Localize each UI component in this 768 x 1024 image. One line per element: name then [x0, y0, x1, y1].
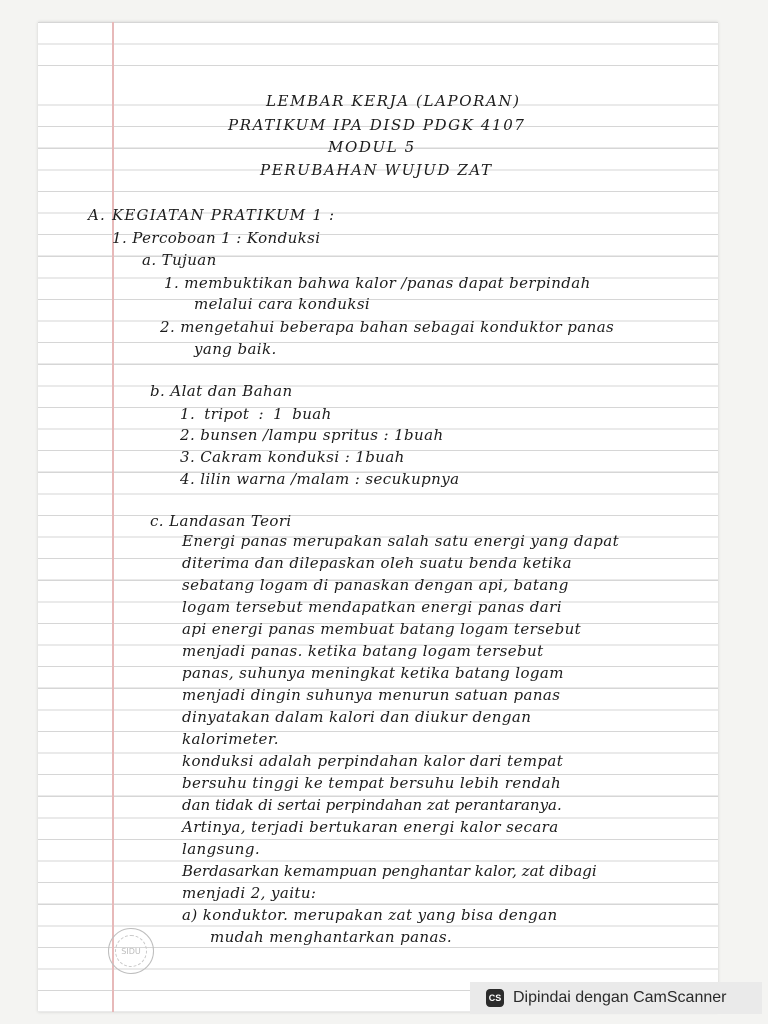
teori-line: sebatang logam di panaskan dengan api, batang [182, 576, 569, 594]
camscanner-watermark [470, 982, 762, 1014]
teori-line: kalorimeter. [182, 730, 279, 748]
section-heading: A. KEGIATAN PRATIKUM 1 : [88, 206, 336, 224]
notebook-page [38, 22, 718, 1012]
teori-line: panas, suhunya meningkat ketika batang logam [182, 664, 564, 682]
tujuan-item: yang baik. [194, 340, 277, 358]
teori-line: mudah menghantarkan panas. [210, 928, 453, 946]
teori-line: menjadi 2, yaitu: [182, 884, 317, 902]
title-line-1: LEMBAR KERJA (LAPORAN) [266, 92, 521, 110]
tujuan-item: melalui cara konduksi [194, 295, 371, 313]
teori-line: a) konduktor. merupakan zat yang bisa dengan [182, 906, 558, 924]
teori-line: Energi panas merupakan salah satu energi yang dapat [182, 532, 620, 550]
teori-line: menjadi panas. ketika batang logam tersebut [182, 642, 544, 660]
title-line-2: PRATIKUM IPA DISD PDGK 4107 [228, 116, 526, 134]
stamp-text: SIDU [115, 935, 147, 967]
tujuan-item: 1. membuktikan bahwa kalor /panas dapat berpindah [164, 274, 591, 292]
camscanner-label: Dipindai dengan CamScanner [513, 989, 727, 1006]
teori-line: Berdasarkan kemampuan penghantar kalor, zat dibagi [182, 862, 597, 880]
stamp-seal [108, 928, 154, 974]
teori-line: dinyatakan dalam kalori dan diukur dengan [182, 708, 532, 726]
title-line-4: PERUBAHAN WUJUD ZAT [260, 161, 493, 179]
tujuan-item: 2. mengetahui beberapa bahan sebagai konduktor panas [160, 318, 615, 336]
teori-line: langsung. [182, 840, 260, 858]
teori-line: api energi panas membuat batang logam tersebut [182, 620, 582, 638]
teori-line: dan tidak di sertai perpindahan zat perantaranya. [182, 796, 562, 814]
experiment-title: 1. Percoboan 1 : Konduksi [112, 229, 321, 247]
tujuan-heading: a. Tujuan [142, 251, 217, 269]
title-line-3: MODUL 5 [328, 138, 416, 156]
camscanner-logo-icon: CS [486, 989, 504, 1007]
teori-heading: c. Landasan Teori [150, 512, 292, 530]
teori-line: konduksi adalah perpindahan kalor dari tempat [182, 752, 564, 770]
alat-item: 2. bunsen /lampu spritus : 1buah [180, 426, 444, 444]
alat-heading: b. Alat dan Bahan [150, 382, 293, 400]
alat-item: 4. lilin warna /malam : secukupnya [180, 470, 460, 488]
teori-line: Artinya, terjadi bertukaran energi kalor secara [182, 818, 559, 836]
teori-line: bersuhu tinggi ke tempat bersuhu lebih rendah [182, 774, 562, 792]
teori-line: diterima dan dilepaskan oleh suatu benda ketika [182, 554, 572, 572]
teori-line: logam tersebut mendapatkan energi panas dari [182, 598, 562, 616]
alat-item: 3. Cakram konduksi : 1buah [180, 448, 405, 466]
alat-item: 1. tripot : 1 buah [180, 405, 332, 423]
teori-line: menjadi dingin suhunya menurun satuan panas [182, 686, 561, 704]
